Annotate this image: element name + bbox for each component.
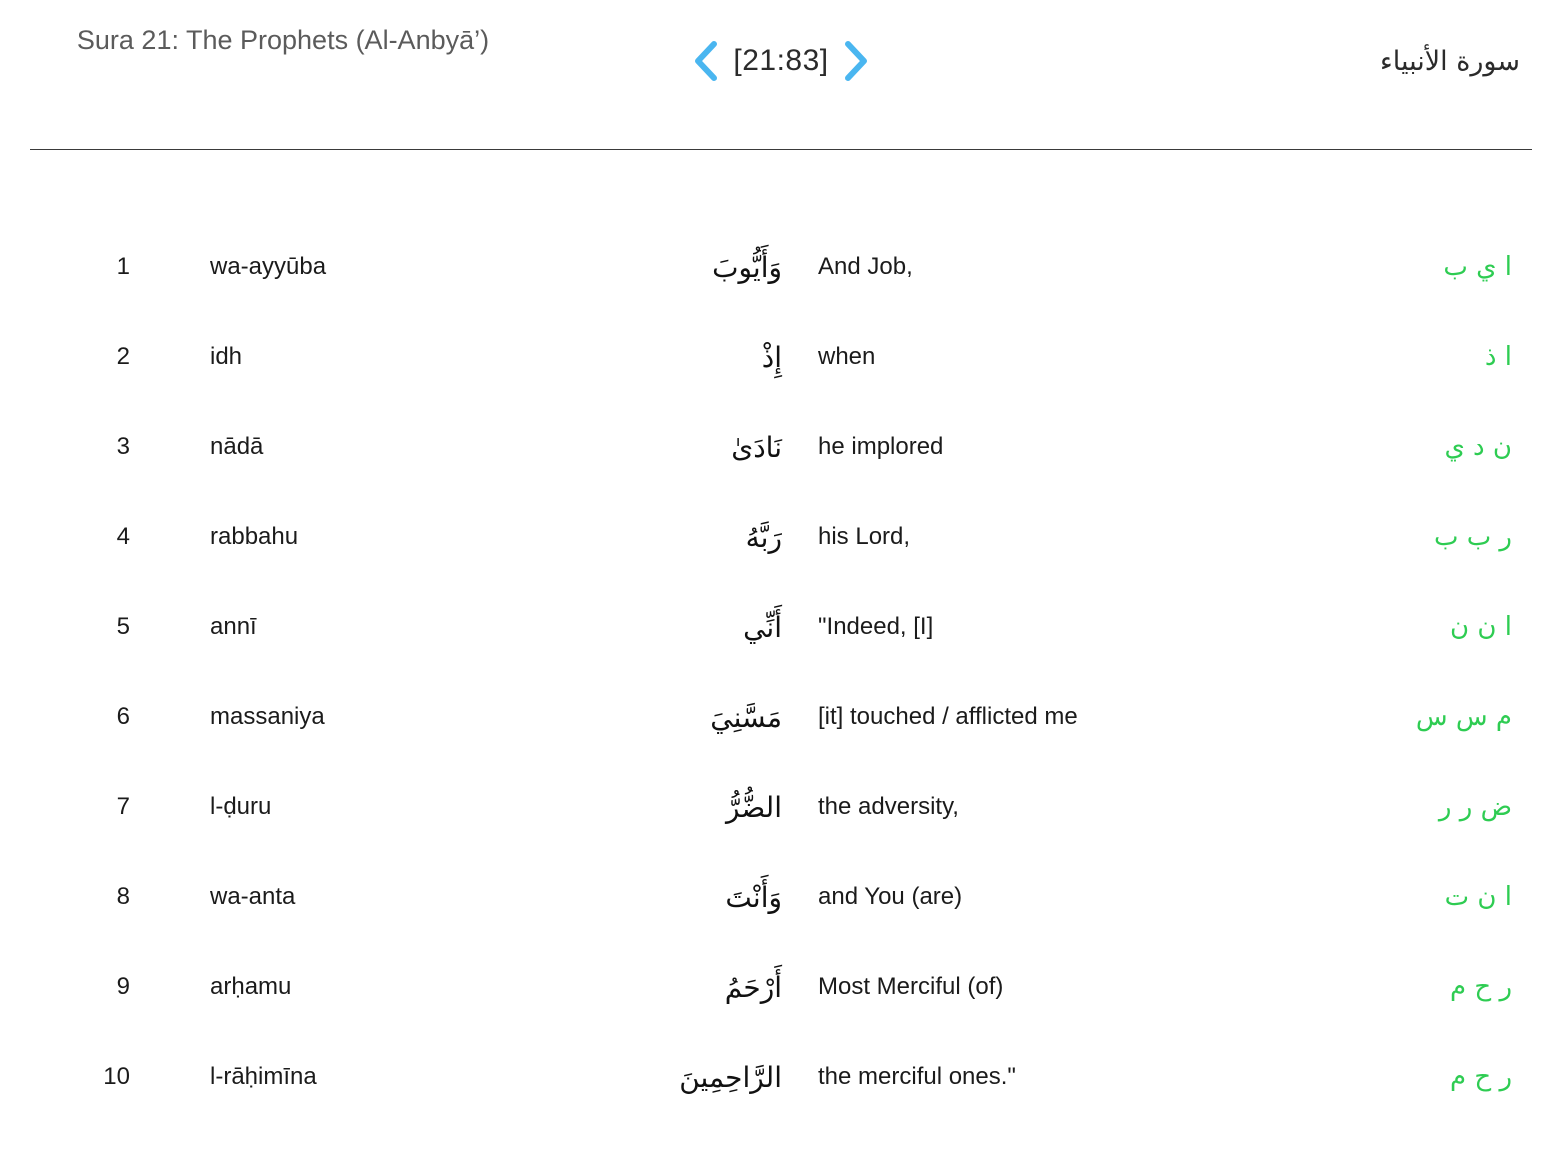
word-root[interactable]: ا ن ت	[1444, 882, 1512, 912]
word-transliteration: l-ḍuru	[210, 793, 272, 820]
word-transliteration: idh	[210, 343, 243, 370]
verse-reference: [21:83]	[733, 44, 829, 77]
word-translation: Most Merciful (of)	[818, 973, 1004, 1000]
word-transliteration: arḥamu	[210, 973, 292, 1000]
word-arabic: مَسَّنِيَ	[710, 700, 782, 734]
word-index: 10	[103, 1063, 130, 1090]
table-row[interactable]	[30, 762, 1532, 852]
word-root[interactable]: ن د ي	[1444, 432, 1512, 462]
word-transliteration: nādā	[210, 433, 264, 460]
word-root[interactable]: ر ح م	[1450, 972, 1512, 1002]
chevron-right-icon[interactable]	[843, 40, 869, 82]
word-transliteration: wa-ayyūba	[210, 253, 327, 280]
table-row[interactable]	[30, 852, 1532, 942]
word-index: 8	[116, 883, 130, 910]
word-translation: the adversity,	[818, 793, 959, 820]
word-translation: And Job,	[818, 253, 913, 280]
word-translation: when	[818, 343, 876, 370]
word-arabic: أَنِّي	[743, 610, 782, 644]
word-arabic: نَادَىٰ	[731, 430, 782, 464]
word-root[interactable]: م س س	[1415, 702, 1512, 732]
word-translation: the merciful ones."	[818, 1063, 1016, 1090]
word-translation: "Indeed, [I]	[818, 613, 934, 640]
verse-navigation	[30, 40, 1532, 82]
word-root[interactable]: ر ب ب	[1433, 522, 1512, 552]
word-transliteration: rabbahu	[210, 523, 299, 550]
table-row[interactable]	[30, 312, 1532, 402]
word-translation: he implored	[818, 433, 944, 460]
word-root[interactable]: ض ر ر	[1438, 792, 1512, 822]
word-index: 9	[116, 973, 130, 1000]
word-index: 2	[116, 343, 130, 370]
table-row[interactable]	[30, 402, 1532, 492]
word-root[interactable]: ا ذ	[1484, 342, 1512, 372]
word-root[interactable]: ا ي ب	[1443, 252, 1512, 282]
word-arabic: الضُّرُّ	[725, 790, 782, 824]
word-index: 3	[116, 433, 130, 460]
table-row[interactable]	[30, 492, 1532, 582]
page-title: Sura 21: The Prophets (Al-Anbyā’)	[76, 25, 490, 55]
word-index: 1	[116, 253, 130, 280]
word-index: 4	[116, 523, 130, 550]
sura-title-arabic: سورة الأنبياء	[1380, 46, 1520, 77]
word-root[interactable]: ر ح م	[1450, 1062, 1512, 1092]
table-row[interactable]	[30, 582, 1532, 672]
word-by-word-table	[30, 222, 1532, 1122]
word-rows	[30, 222, 1532, 1122]
chevron-left-icon[interactable]	[693, 40, 719, 82]
word-transliteration: massaniya	[210, 703, 325, 730]
word-index: 6	[116, 703, 130, 730]
table-row[interactable]	[30, 942, 1532, 1032]
table-row[interactable]	[30, 672, 1532, 762]
word-translation: his Lord,	[818, 523, 911, 550]
word-arabic: وَأَنْتَ	[725, 880, 782, 914]
word-arabic: أَرْحَمُ	[724, 970, 782, 1004]
word-transliteration: annī	[210, 613, 257, 640]
word-transliteration: l-rāḥimīna	[210, 1063, 317, 1090]
word-arabic: رَبَّهُ	[745, 520, 782, 554]
table-row[interactable]	[30, 1032, 1532, 1122]
word-arabic: وَأَيُّوبَ	[712, 250, 782, 284]
word-index: 7	[116, 793, 130, 820]
word-translation: [it] touched / afflicted me	[818, 703, 1078, 730]
word-arabic: إِذْ	[761, 340, 782, 374]
page-header	[30, 0, 1532, 150]
word-translation: and You (are)	[818, 883, 963, 910]
word-transliteration: wa-anta	[210, 883, 296, 910]
word-index: 5	[116, 613, 130, 640]
word-arabic: الرَّاحِمِينَ	[679, 1060, 782, 1094]
word-root[interactable]: ا ن ن	[1450, 612, 1512, 642]
table-row[interactable]	[30, 222, 1532, 312]
